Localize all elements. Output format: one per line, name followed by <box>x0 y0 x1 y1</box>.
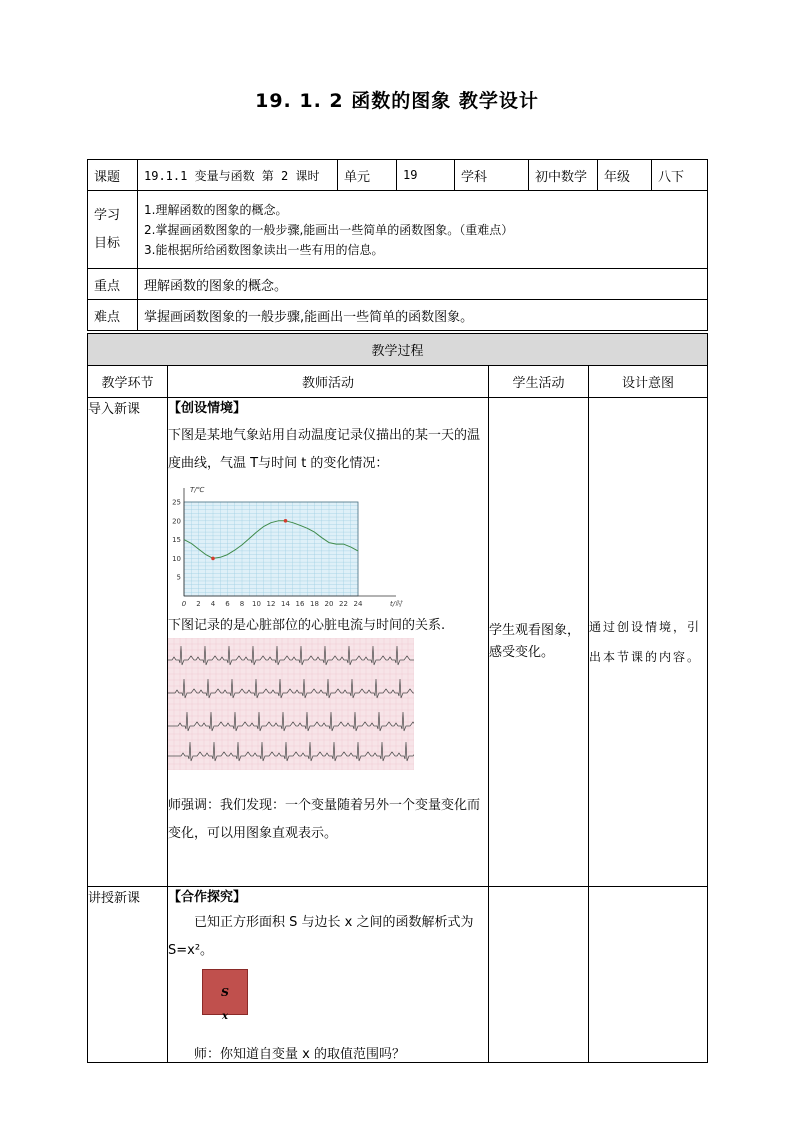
x-tick-label: 12 <box>266 600 276 608</box>
goals-label <box>88 191 138 269</box>
y-tick-label: 20 <box>172 517 181 526</box>
page-title: 19. 1. 2 函数的图象 教学设计 <box>255 90 539 112</box>
section-heading: 【创设情境】 <box>168 401 247 416</box>
y-tick-label: 5 <box>176 573 181 582</box>
goal-item: 3.能根据所给函数图象读出一些有用的信息。 <box>144 242 384 257</box>
lesson-header-table <box>87 159 708 331</box>
goals-cell <box>138 191 708 269</box>
y-tick-label: 10 <box>172 554 181 563</box>
temperature-chart <box>168 482 408 608</box>
x-tick-label: 16 <box>295 600 305 608</box>
design-intent-cell: 通过创设情境，引出本节课的内容。 <box>589 398 708 887</box>
student-activity-cell <box>489 887 589 1063</box>
grade-value: 八下 <box>652 160 708 191</box>
unit-value: 19 <box>397 160 455 191</box>
lesson-value: 19.1.1 变量与函数 第 2 课时 <box>138 160 338 191</box>
x-tick-label: 2 <box>196 600 201 608</box>
difficulty-value: 掌握画函数图象的一般步骤,能画出一些简单的函数图象。 <box>138 300 708 331</box>
highlight-point <box>284 519 288 523</box>
teacher-activity-cell <box>168 398 489 887</box>
x-tick-label: 4 <box>210 600 216 608</box>
x-axis-label: t/时 <box>390 600 403 608</box>
col-header-teacher: 教师活动 <box>168 366 489 398</box>
question-paragraph: 师：你知道自变量 x 的取值范围吗？ <box>194 1047 405 1062</box>
section-heading: 【合作探究】 <box>168 890 247 905</box>
teacher-activity-cell <box>168 887 489 1063</box>
stage-cell: 导入新课 <box>88 398 168 887</box>
x-tick-label: 18 <box>310 600 319 608</box>
student-activity-cell: 学生观看图象，感受变化。 <box>489 398 589 887</box>
x-tick-label: 10 <box>252 600 261 608</box>
goal-item: 2.掌握画函数图象的一般步骤,能画出一些简单的函数图象。（重难点） <box>144 222 514 237</box>
col-header-stage: 教学环节 <box>88 366 168 398</box>
lesson-label: 课题 <box>88 160 138 191</box>
square-figure <box>202 969 248 1021</box>
teaching-process-table <box>87 333 708 1063</box>
y-tick-label: 15 <box>172 536 181 545</box>
square-side-label: x <box>222 1011 228 1022</box>
x-tick-label: 22 <box>339 600 348 608</box>
stage-cell: 讲授新课 <box>88 887 168 1063</box>
difficulty-label: 难点 <box>88 300 138 331</box>
col-header-intent: 设计意图 <box>589 366 708 398</box>
formula-paragraph: 已知正方形面积 S 与边长 x 之间的函数解析式为 S=x²。 <box>168 915 474 958</box>
intro-paragraph: 下图是某地气象站用自动温度记录仪描出的某一天的温度曲线，气温 T与时间 t 的变化情况： <box>168 428 481 471</box>
ecg-caption: 下图记录的是心脏部位的心脏电流与时间的关系. <box>168 618 446 633</box>
y-axis-label: T/℃ <box>190 486 205 494</box>
unit-label: 单元 <box>338 160 397 191</box>
y-tick-label: 25 <box>172 498 181 507</box>
x-tick-label: 20 <box>324 600 334 608</box>
x-tick-label: 0 <box>181 600 187 608</box>
subject-label: 学科 <box>455 160 529 191</box>
goals-label-line: 目标 <box>94 235 121 251</box>
goals-label-line: 学习 <box>94 207 121 223</box>
grade-label: 年级 <box>598 160 652 191</box>
design-intent-cell <box>589 887 708 1063</box>
key-value: 理解函数的图象的概念。 <box>138 269 708 300</box>
x-tick-label: 6 <box>225 600 230 608</box>
ecg-recording <box>168 638 414 770</box>
x-tick-label: 8 <box>239 600 245 608</box>
highlight-point <box>211 557 215 561</box>
key-label: 重点 <box>88 269 138 300</box>
goal-item: 1.理解函数的图象的概念。 <box>144 202 288 217</box>
x-tick-label: 14 <box>281 600 290 608</box>
emphasis-paragraph: 师强调：我们发现：一个变量随着另外一个变量变化而变化，可以用图象直观表示。 <box>168 798 481 841</box>
x-tick-label: 24 <box>353 600 363 608</box>
section-title: 教学过程 <box>88 334 708 366</box>
square-shape <box>202 969 248 1015</box>
subject-value: 初中数学 <box>529 160 598 191</box>
col-header-student: 学生活动 <box>489 366 589 398</box>
square-area-label: S <box>221 985 229 999</box>
